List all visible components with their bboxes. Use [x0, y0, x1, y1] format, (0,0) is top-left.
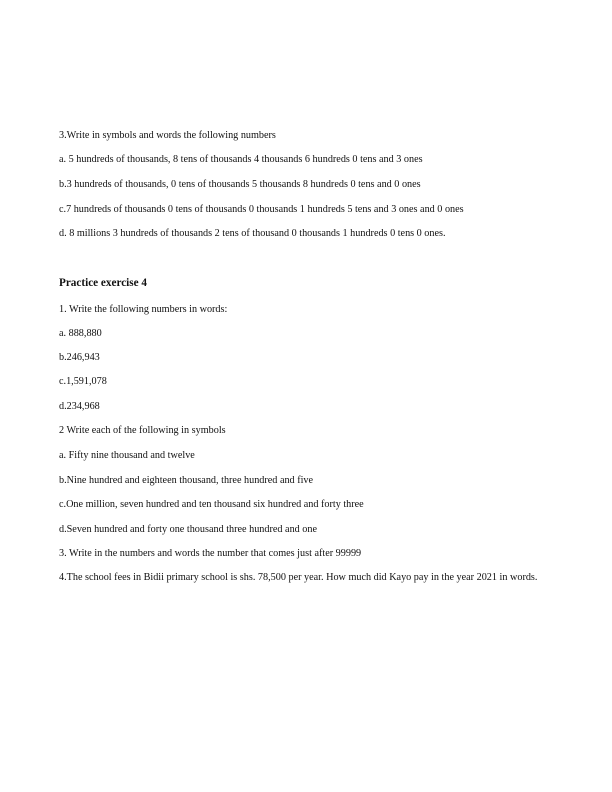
question-2-item-b: b.Nine hundred and eighteen thousand, three hundred and five [59, 475, 314, 486]
section-3-title: 3.Write in symbols and words the following numbers [59, 130, 276, 141]
exercise-heading: Practice exercise 4 [59, 277, 147, 289]
question-2-item-d: d.Seven hundred and forty one thousand three hundred and one [59, 524, 318, 535]
question-2-item-c: c.One million, seven hundred and ten thousand six hundred and forty three [59, 499, 364, 510]
question-1-item-b: b.246,943 [59, 352, 100, 363]
question-2-item-a: a. Fifty nine thousand and twelve [59, 450, 195, 461]
question-1: 1. Write the following numbers in words: [59, 304, 228, 315]
section-3-item-a: a. 5 hundreds of thousands, 8 tens of thousands 4 thousands 6 hundreds 0 tens and 3 ones [59, 154, 423, 165]
question-1-item-c: c.1,591,078 [59, 376, 107, 387]
question-1-item-a: a. 888,880 [59, 328, 102, 339]
section-3-item-c: c.7 hundreds of thousands 0 tens of thousands 0 thousands 1 hundreds 5 tens and 3 ones and 0 ones [59, 204, 464, 215]
question-4: 4.The school fees in Bidii primary school is shs. 78,500 per year. How much did Kayo pay in the year 2021 in words. [59, 572, 538, 583]
section-3-item-d: d. 8 millions 3 hundreds of thousands 2 tens of thousand 0 thousands 1 hundreds 0 tens 0 ones. [59, 228, 446, 239]
question-3: 3. Write in the numbers and words the number that comes just after 99999 [59, 548, 362, 559]
question-2: 2 Write each of the following in symbols [59, 425, 226, 436]
question-1-item-d: d.234,968 [59, 401, 100, 412]
section-3-item-b: b.3 hundreds of thousands, 0 tens of thousands 5 thousands 8 hundreds 0 tens and 0 ones [59, 179, 421, 190]
